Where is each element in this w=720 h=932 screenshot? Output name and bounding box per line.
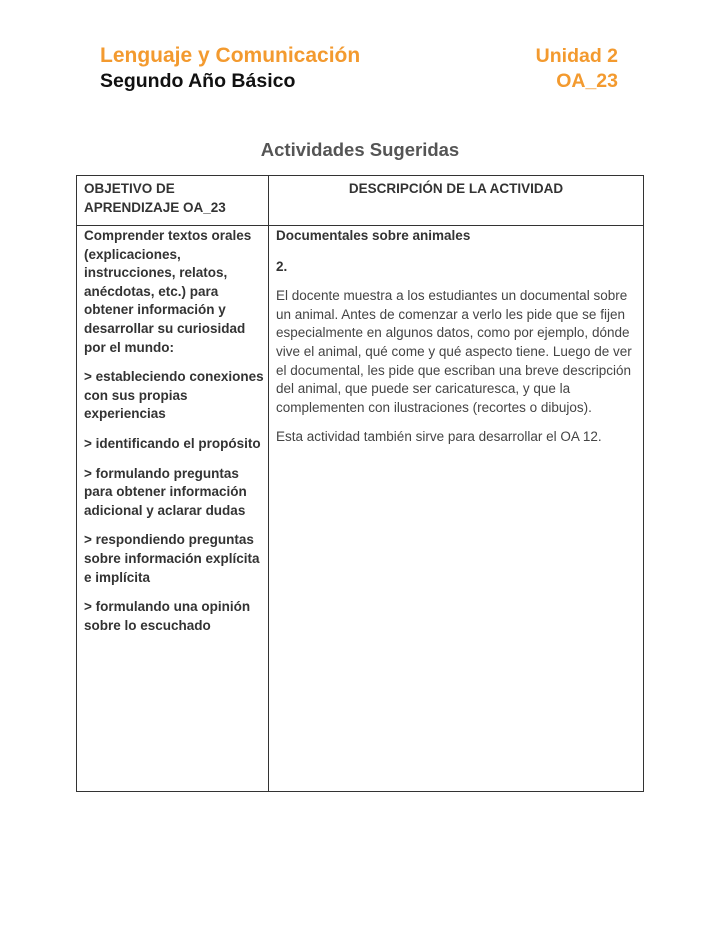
activity-cell: [276, 227, 638, 458]
objective-item: > formulando preguntas para obtener información adicional y aclarar dudas: [84, 465, 247, 518]
objective-item: > formulando una opinión sobre lo escuchado: [84, 599, 251, 633]
grade-title: Segundo Año Básico: [100, 70, 296, 92]
objective-item: > respondiendo preguntas sobre información explícita e implícita: [84, 532, 260, 585]
activity-title: Documentales sobre animales: [276, 228, 471, 243]
header-right: [536, 44, 618, 94]
column-divider: [268, 176, 269, 791]
header-left: [100, 42, 360, 94]
section-title: Actividades Sugeridas: [260, 139, 460, 160]
row-divider: [77, 225, 643, 226]
activity-column-header: DESCRIPCIÓN DE LA ACTIVIDAD: [348, 181, 564, 196]
unit-label: Unidad 2: [535, 45, 618, 67]
activity-paragraph: El docente muestra a los estudiantes un documental sobre un animal. Antes de comenzar a verlo les pide que se fijen especialmente en algunos datos, como por ejemplo, dónde vive el animal, qué come y qué aspecto tiene. Luego de ver el documental, les pide que escriban una breve descripción del animal, que puede ser caricaturesca, y que la complementen con ilustraciones (recortes o dibujos).: [276, 288, 632, 415]
activity-paragraph: Esta actividad también sirve para desarrollar el OA 12.: [276, 429, 602, 445]
objective-intro: Comprender textos orales (explicaciones, instrucciones, relatos, anécdotas, etc.) para obtener información y desarrollar su curiosidad por el mundo:: [84, 228, 252, 355]
activity-number: 2.: [276, 258, 288, 274]
objective-cell: [84, 227, 266, 646]
objective-item: > estableciendo conexiones con sus propias experiencias: [84, 369, 264, 422]
activities-table: [76, 175, 644, 792]
oa-label: OA_23: [556, 70, 618, 92]
objective-column-header: OBJETIVO DE APRENDIZAJE OA_23: [84, 181, 226, 215]
subject-title: Lenguaje y Comunicación: [100, 44, 361, 67]
objective-item: > identificando el propósito: [84, 435, 261, 451]
